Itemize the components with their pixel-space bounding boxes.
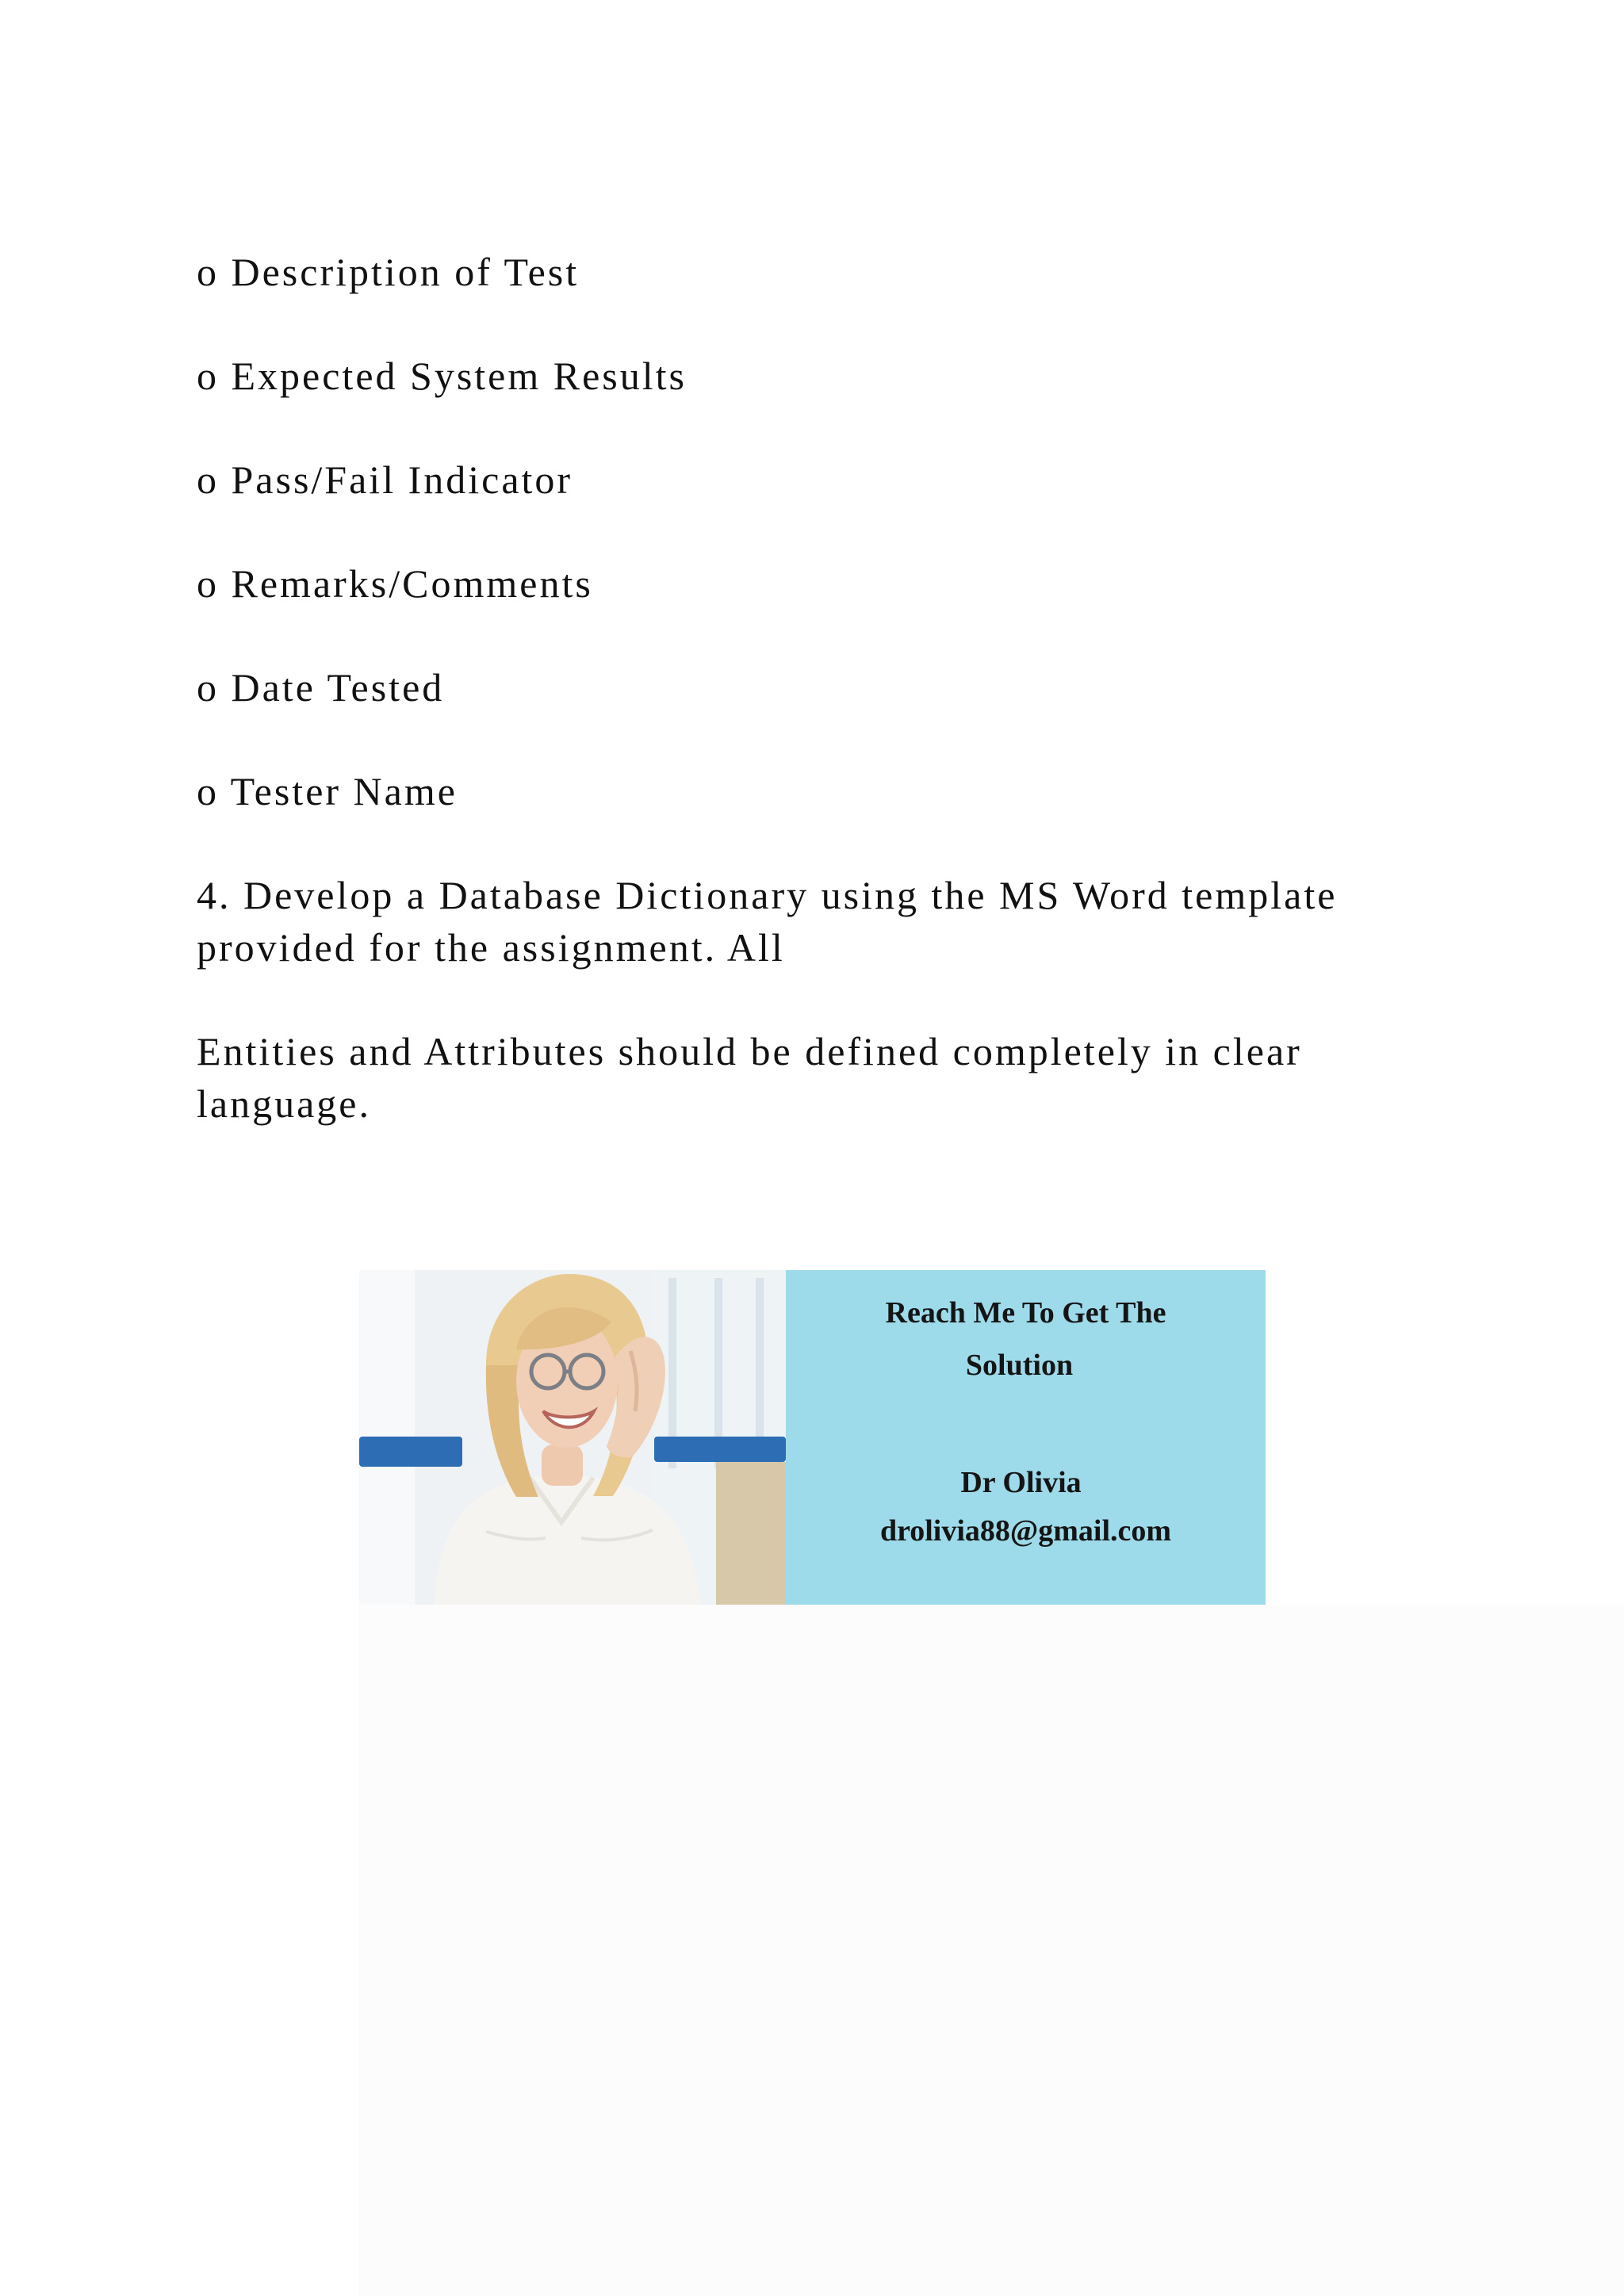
entities-paragraph-line-1: Entities and Attributes should be defined completely in clear bbox=[197, 1029, 1302, 1073]
bullet-date-tested: o Date Tested bbox=[197, 665, 445, 710]
banner-heading-line-1: Reach Me To Get The bbox=[885, 1296, 1166, 1330]
entities-paragraph-line-2: language. bbox=[197, 1081, 371, 1126]
banner-heading-line-2: Solution bbox=[965, 1349, 1074, 1382]
smiling-woman-photo bbox=[359, 1270, 786, 1605]
item-4-line-1: 4. Develop a Database Dictionary using the MS Word template bbox=[197, 873, 1338, 917]
bullet-pass-fail-indicator: o Pass/Fail Indicator bbox=[197, 457, 573, 502]
bullet-expected-system-results: o Expected System Results bbox=[197, 354, 687, 398]
contact-info-panel bbox=[786, 1270, 1266, 1605]
bullet-description-of-test: o Description of Test bbox=[197, 250, 580, 294]
bullet-remarks-comments: o Remarks/Comments bbox=[197, 561, 593, 606]
bullet-tester-name: o Tester Name bbox=[197, 769, 458, 813]
contact-email[interactable]: drolivia88@gmail.com bbox=[879, 1514, 1172, 1548]
portrait-illustration bbox=[359, 1270, 786, 1605]
contact-name: Dr Olivia bbox=[960, 1466, 1082, 1499]
item-4-line-2: provided for the assignment. All bbox=[197, 925, 785, 970]
contact-banner bbox=[359, 1270, 1266, 1605]
page-shadow bbox=[359, 1605, 1624, 2296]
